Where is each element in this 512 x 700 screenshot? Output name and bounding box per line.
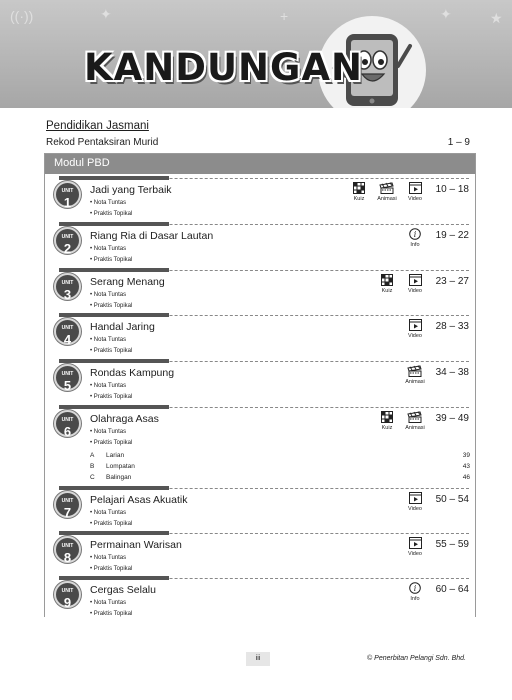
unit-pages: 39 – 49 bbox=[435, 413, 469, 424]
page-title: KANDUNGAN bbox=[84, 46, 363, 89]
video-link[interactable] bbox=[401, 492, 429, 512]
star-icon: ✦ bbox=[440, 6, 452, 22]
subtopic-name: Balingan bbox=[106, 474, 132, 481]
icon-label: Animasi bbox=[405, 379, 425, 385]
video-link[interactable] bbox=[401, 319, 429, 339]
subtopic-letter: A bbox=[90, 452, 95, 459]
bullet-item: • Praktis Topikal bbox=[90, 255, 132, 266]
animasi-link[interactable] bbox=[401, 365, 429, 385]
unit-pages: 10 – 18 bbox=[435, 184, 469, 195]
unit-bullets bbox=[90, 381, 132, 403]
subtopic-letter: B bbox=[90, 463, 95, 470]
video-icon bbox=[401, 319, 429, 331]
unit-pages: 19 – 22 bbox=[435, 230, 469, 241]
kuiz-icon bbox=[373, 274, 401, 286]
page-number: iii bbox=[246, 652, 270, 666]
rekod-label: Rekod Pentaksiran Murid bbox=[46, 137, 159, 148]
bullet-item: • Praktis Topikal bbox=[90, 564, 132, 575]
icon-label: Video bbox=[408, 288, 422, 294]
subtopic-name: Larian bbox=[106, 452, 125, 459]
video-link[interactable] bbox=[401, 182, 429, 202]
unit-bar bbox=[59, 176, 169, 180]
unit-pages: 60 – 64 bbox=[435, 584, 469, 595]
unit-badge-label: UNIT bbox=[61, 325, 74, 331]
video-icon bbox=[401, 492, 429, 504]
info-icon bbox=[401, 228, 429, 240]
bullet-item: • Nota Tuntas bbox=[90, 508, 132, 519]
unit-badge bbox=[54, 410, 81, 437]
video-link[interactable] bbox=[401, 274, 429, 294]
icon-label: Video bbox=[408, 506, 422, 512]
subtopic-row[interactable] bbox=[90, 474, 470, 486]
video-icon bbox=[401, 182, 429, 194]
info-icon bbox=[401, 582, 429, 594]
modul-section bbox=[44, 153, 476, 617]
unit-bar bbox=[59, 359, 169, 363]
bullet-item: • Nota Tuntas bbox=[90, 553, 132, 564]
plus-icon: + bbox=[280, 8, 289, 24]
wifi-icon: ((·)) bbox=[10, 8, 34, 24]
subtopic-page: 46 bbox=[462, 474, 470, 481]
unit-title: Pelajari Asas Akuatik bbox=[90, 494, 188, 506]
info-link[interactable] bbox=[401, 228, 429, 248]
unit-bar bbox=[59, 405, 169, 409]
unit-bullets bbox=[90, 427, 132, 449]
bullet-item: • Praktis Topikal bbox=[90, 609, 132, 620]
unit-title: Rondas Kampung bbox=[90, 367, 175, 379]
bullet-item: • Nota Tuntas bbox=[90, 244, 132, 255]
info-link[interactable] bbox=[401, 582, 429, 602]
animasi-icon bbox=[401, 365, 429, 377]
icon-label: Animasi bbox=[405, 425, 425, 431]
unit-title: Riang Ria di Dasar Lautan bbox=[90, 230, 214, 242]
unit-bullets bbox=[90, 598, 132, 620]
unit-bullets bbox=[90, 244, 132, 266]
subtopic-page: 43 bbox=[462, 463, 470, 470]
bullet-item: • Nota Tuntas bbox=[90, 290, 132, 301]
icon-label: Video bbox=[408, 196, 422, 202]
animasi-icon bbox=[401, 411, 429, 423]
unit-number: 7 bbox=[63, 505, 72, 520]
animasi-icon bbox=[373, 182, 401, 194]
unit-badge-label: UNIT bbox=[61, 588, 74, 594]
unit-badge-label: UNIT bbox=[61, 234, 74, 240]
animasi-link[interactable] bbox=[401, 411, 429, 431]
animasi-link[interactable] bbox=[373, 182, 401, 202]
star-icon: ✦ bbox=[100, 6, 112, 22]
unit-badge-label: UNIT bbox=[61, 498, 74, 504]
rekod-pages: 1 – 9 bbox=[447, 137, 470, 148]
video-icon bbox=[401, 274, 429, 286]
unit-pages: 23 – 27 bbox=[435, 276, 469, 287]
unit-badge bbox=[54, 364, 81, 391]
bullet-item: • Nota Tuntas bbox=[90, 335, 132, 346]
unit-number: 9 bbox=[63, 595, 72, 610]
unit-bar bbox=[59, 576, 169, 580]
unit-badge-label: UNIT bbox=[61, 543, 74, 549]
bullet-item: • Praktis Topikal bbox=[90, 301, 132, 312]
unit-title: Olahraga Asas bbox=[90, 413, 159, 425]
unit-number: 3 bbox=[63, 287, 72, 302]
rekod-row[interactable] bbox=[46, 137, 470, 151]
bullet-item: • Nota Tuntas bbox=[90, 381, 132, 392]
unit-badge bbox=[54, 227, 81, 254]
icon-label: Info bbox=[410, 596, 420, 602]
unit-title: Handal Jaring bbox=[90, 321, 155, 333]
video-link[interactable] bbox=[401, 537, 429, 557]
modul-heading: Modul PBD bbox=[45, 154, 475, 174]
unit-pages: 50 – 54 bbox=[435, 494, 469, 505]
bullet-item: • Nota Tuntas bbox=[90, 598, 132, 609]
unit-badge bbox=[54, 318, 81, 345]
unit-badge bbox=[54, 536, 81, 563]
unit-title: Jadi yang Terbaik bbox=[90, 184, 172, 196]
svg-text:i: i bbox=[413, 230, 417, 239]
icon-label: Video bbox=[408, 551, 422, 557]
unit-badge bbox=[54, 491, 81, 518]
bullet-item: • Nota Tuntas bbox=[90, 198, 132, 209]
bullet-item: • Praktis Topikal bbox=[90, 519, 132, 530]
unit-number: 1 bbox=[63, 195, 72, 210]
kuiz-link[interactable] bbox=[373, 274, 401, 294]
unit-title: Cergas Selalu bbox=[90, 584, 156, 596]
unit-badge-label: UNIT bbox=[61, 371, 74, 377]
bullet-item: • Nota Tuntas bbox=[90, 427, 132, 438]
unit-bar bbox=[59, 222, 169, 226]
unit-pages: 34 – 38 bbox=[435, 367, 469, 378]
unit-bullets bbox=[90, 553, 132, 575]
star-icon: ★ bbox=[490, 10, 503, 26]
video-icon bbox=[401, 537, 429, 549]
kuiz-icon bbox=[345, 182, 373, 194]
unit-bar bbox=[59, 531, 169, 535]
unit-bullets bbox=[90, 335, 132, 357]
unit-badge-label: UNIT bbox=[61, 188, 74, 194]
kuiz-icon bbox=[373, 411, 401, 423]
icon-label: Kuiz bbox=[381, 425, 393, 431]
unit-number: 2 bbox=[63, 241, 72, 256]
unit-pages: 28 – 33 bbox=[435, 321, 469, 332]
icon-label: Animasi bbox=[377, 196, 397, 202]
unit-badge bbox=[54, 273, 81, 300]
unit-badge bbox=[54, 581, 81, 608]
subtopic-letter: C bbox=[90, 474, 95, 481]
unit-bar bbox=[59, 486, 169, 490]
subtopic-name: Lompatan bbox=[106, 463, 135, 470]
unit-bar bbox=[59, 268, 169, 272]
subtopic-page: 39 bbox=[462, 452, 470, 459]
bullet-item: • Praktis Topikal bbox=[90, 392, 132, 403]
icon-label: Video bbox=[408, 333, 422, 339]
subject-title: Pendidikan Jasmani bbox=[46, 120, 149, 132]
unit-number: 8 bbox=[63, 550, 72, 565]
unit-bullets bbox=[90, 508, 132, 530]
kuiz-link[interactable] bbox=[345, 182, 373, 202]
bullet-item: • Praktis Topikal bbox=[90, 346, 132, 357]
unit-number: 6 bbox=[63, 424, 72, 439]
header-banner bbox=[0, 0, 512, 108]
unit-badge-label: UNIT bbox=[61, 417, 74, 423]
unit-pages: 55 – 59 bbox=[435, 539, 469, 550]
unit-bullets bbox=[90, 198, 132, 220]
unit-number: 4 bbox=[63, 332, 72, 347]
icon-label: Info bbox=[410, 242, 420, 248]
unit-badge bbox=[54, 181, 81, 208]
unit-title: Permainan Warisan bbox=[90, 539, 182, 551]
copyright: © Penerbitan Pelangi Sdn. Bhd. bbox=[367, 655, 466, 662]
icon-label: Kuiz bbox=[353, 196, 365, 202]
bullet-item: • Praktis Topikal bbox=[90, 209, 132, 220]
unit-badge-label: UNIT bbox=[61, 280, 74, 286]
kuiz-link[interactable] bbox=[373, 411, 401, 431]
bullet-item: • Praktis Topikal bbox=[90, 438, 132, 449]
unit-bullets bbox=[90, 290, 132, 312]
unit-bar bbox=[59, 313, 169, 317]
unit-title: Serang Menang bbox=[90, 276, 165, 288]
unit-number: 5 bbox=[63, 378, 72, 393]
icon-label: Kuiz bbox=[381, 288, 393, 294]
svg-text:i: i bbox=[413, 584, 417, 593]
